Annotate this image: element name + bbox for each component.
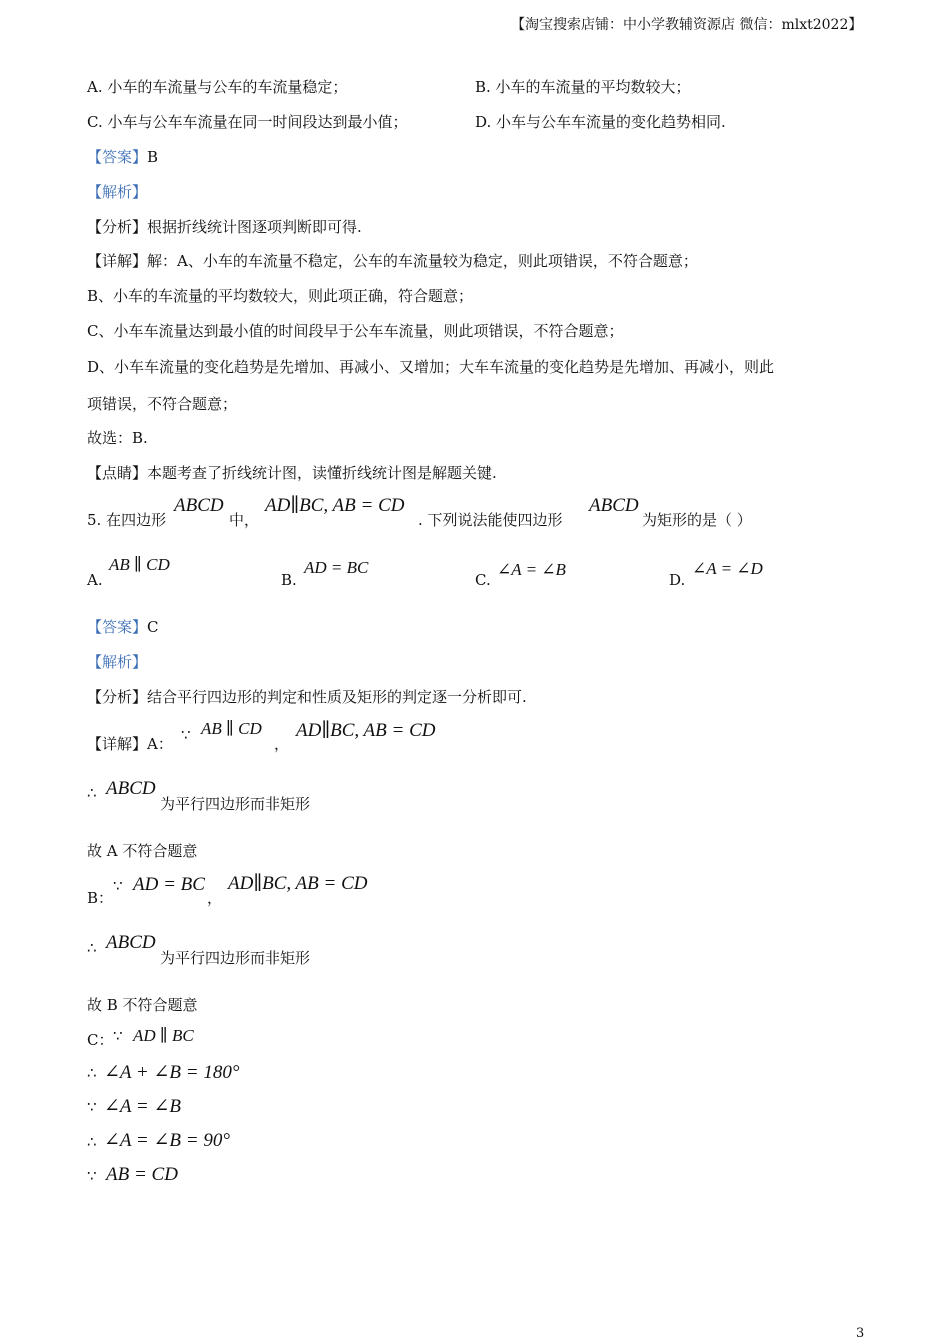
q5-b-conc-text: 为平行四边形而非矩形 xyxy=(160,949,311,967)
q5-b-label: B： xyxy=(87,889,114,907)
q5-c-step3: ∠A = ∠B = 90° xyxy=(104,1130,230,1151)
q5-c-step2: ∠A = ∠B xyxy=(104,1096,182,1117)
q4-option-b: B. 小车的车流量的平均数较大； xyxy=(475,78,691,96)
q5-option-a-label: A. xyxy=(87,571,103,589)
q5-quad2: ABCD xyxy=(589,495,639,516)
q5-xiangjie-a-label: 【详解】A： xyxy=(87,735,173,753)
q5-a-given1: AB ∥ CD xyxy=(201,719,262,738)
q5-a-conc-math: ABCD xyxy=(106,778,156,799)
q4-line-b: B、小车的车流量的平均数较大，则此项正确，符合题意； xyxy=(87,287,474,305)
q5-after: . 下列说法能使四边形 xyxy=(418,511,563,529)
q4-choice: 故选：B. xyxy=(87,429,148,447)
q5-b-conc-math: ABCD xyxy=(106,932,156,953)
q5-c-given: AD ∥ BC xyxy=(133,1026,194,1045)
q4-line-c: C、小车车流量达到最小值的时间段早于公车车流量，则此项错误，不符合题意； xyxy=(87,322,624,340)
q4-answer xyxy=(87,147,158,167)
answer-tag: 【答案】 xyxy=(87,618,148,636)
q5-fenxi: 【分析】结合平行四边形的判定和性质及矩形的判定逐一分析即可. xyxy=(87,688,527,706)
q5-c-label: C： xyxy=(87,1031,114,1049)
comma: ， xyxy=(207,889,223,907)
q4-analysis-tag: 【解析】 xyxy=(87,183,148,201)
q5-option-b-label: B. xyxy=(281,571,297,589)
q5-tail: 为矩形的是（ ） xyxy=(642,511,752,529)
q5-answer xyxy=(87,617,159,637)
because-symbol: ∵ xyxy=(181,726,191,744)
q4-option-d: D. 小车与公车车流量的变化趋势相同. xyxy=(475,113,726,131)
therefore-symbol: ∴ xyxy=(87,939,97,957)
q4-line-d2: 项错误，不符合题意； xyxy=(87,395,238,413)
q5-a-given2: AD∥BC, AB = CD xyxy=(296,720,436,741)
q5-c-step1: ∠A + ∠B = 180° xyxy=(104,1062,240,1083)
page-number: 3 xyxy=(856,1326,865,1341)
q5-a-conc-text: 为平行四边形而非矩形 xyxy=(160,795,311,813)
q5-option-a: AB ∥ CD xyxy=(109,555,170,574)
therefore-symbol: ∴ xyxy=(87,784,97,802)
q5-option-c-label: C. xyxy=(475,571,491,589)
page-header: 【淘宝搜索店铺：中小学教辅资源店 微信：mlxt2022】 xyxy=(511,17,863,33)
q4-option-a: A. 小车的车流量与公车的车流量稳定； xyxy=(87,78,348,96)
q4-line-d1: D、小车车流量的变化趋势是先增加、再减小、又增加；大车车流量的变化趋势是先增加、再减小，则此 xyxy=(87,358,775,376)
q4-option-c: C. 小车与公车车流量在同一时间段达到最小值； xyxy=(87,113,408,131)
therefore-symbol: ∴ xyxy=(87,1064,97,1082)
q5-b-given1: AD = BC xyxy=(133,874,205,895)
q5-option-d-label: D. xyxy=(669,571,686,589)
q5-option-d: ∠A = ∠D xyxy=(692,559,763,578)
because-symbol: ∵ xyxy=(113,1027,123,1045)
comma: ， xyxy=(274,735,290,753)
q5-a-result: 故 A 不符合题意 xyxy=(87,842,198,860)
because-symbol: ∵ xyxy=(87,1167,97,1185)
q5-mid: 中， xyxy=(229,511,260,529)
answer-tag: 【答案】 xyxy=(87,148,148,166)
q5-analysis-tag: 【解析】 xyxy=(87,653,148,671)
q5-option-b: AD = BC xyxy=(304,558,369,577)
q4-dianjing: 【点睛】本题考查了折线统计图，读懂折线统计图是解题关键. xyxy=(87,464,497,482)
q5-option-c: ∠A = ∠B xyxy=(497,560,566,579)
therefore-symbol: ∴ xyxy=(87,1133,97,1151)
q5-c-step4: AB = CD xyxy=(106,1164,178,1185)
q5-b-given2: AD∥BC, AB = CD xyxy=(228,873,368,894)
q4-fenxi: 【分析】根据折线统计图逐项判断即可得. xyxy=(87,218,362,236)
q5-quad: ABCD xyxy=(174,495,224,516)
q5-condition: AD∥BC, AB = CD xyxy=(265,495,405,516)
because-symbol: ∵ xyxy=(113,877,123,895)
q5-b-result: 故 B 不符合题意 xyxy=(87,996,198,1014)
q4-xiangjie: 【详解】解：A、小车的车流量不稳定，公车的车流量较为稳定，则此项错误，不符合题意； xyxy=(87,252,698,270)
because-symbol: ∵ xyxy=(87,1098,97,1116)
answer-value: B xyxy=(147,148,159,166)
answer-value: C xyxy=(147,618,159,636)
q5-prefix: 5. 在四边形 xyxy=(87,511,167,529)
